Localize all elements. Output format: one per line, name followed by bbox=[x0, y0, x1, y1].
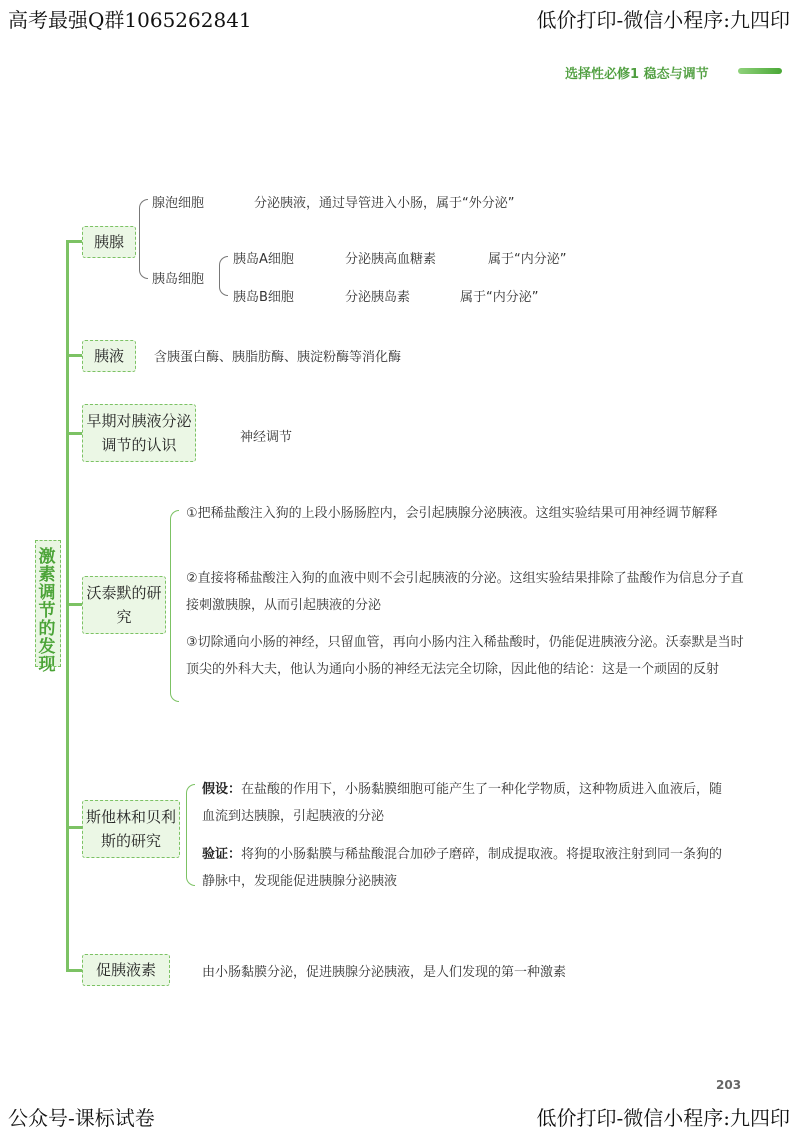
tree-trunk bbox=[66, 240, 69, 972]
node-pancreas: 胰腺 bbox=[82, 226, 136, 258]
starling-hypothesis bbox=[202, 776, 734, 830]
islet-b-cell: 胰岛B细胞 bbox=[233, 290, 294, 305]
watermark-bottom-right: 低价打印-微信小程序:九四印 bbox=[536, 1106, 790, 1130]
chapter-header-bar bbox=[738, 68, 782, 74]
connector bbox=[66, 354, 82, 357]
brace bbox=[170, 510, 179, 702]
node-early-understanding: 早期对胰液分泌调节的认识 bbox=[82, 404, 196, 462]
pancreatic-juice-desc: 含胰蛋白酶、胰脂肪酶、胰淀粉酶等消化酶 bbox=[154, 350, 402, 365]
woltmer-item-3: ③切除通向小肠的神经，只留血管，再向小肠内注入稀盐酸时，仍能促进胰液分泌。沃泰默是当时顶尖的外科大夫，他认为通向小肠的神经无法完全切除，因此他的结论：这是一个顽固的反射 bbox=[186, 635, 744, 677]
woltmer-item-2: ②直接将稀盐酸注入狗的血液中则不会引起胰液的分泌。这组实验结果排除了盐酸作为信息分子直接刺激胰腺，从而引起胰液的分泌 bbox=[186, 571, 744, 613]
islet-a-secretion: 分泌胰高血糖素 bbox=[345, 252, 437, 267]
hypothesis-label: 假设： bbox=[202, 782, 242, 797]
acinar-cell-label: 腺泡细胞 bbox=[152, 196, 205, 211]
main-title: 激素调节的发现 bbox=[38, 547, 56, 675]
chapter-header: 选择性必修1 稳态与调节 bbox=[565, 67, 709, 82]
islet-a-cell: 胰岛A细胞 bbox=[233, 252, 294, 267]
islet-b-secretion: 分泌胰岛素 bbox=[345, 290, 411, 305]
secretin-desc: 由小肠黏膜分泌，促进胰腺分泌胰液，是人们发现的第一种激素 bbox=[202, 965, 567, 980]
node-bayliss-woltmer-research: 沃泰默的研究 bbox=[82, 576, 166, 634]
node-secretin: 促胰液素 bbox=[82, 954, 170, 986]
brace bbox=[186, 784, 195, 886]
verification-label: 验证： bbox=[202, 847, 242, 862]
early-understanding-desc: 神经调节 bbox=[240, 430, 293, 445]
connector bbox=[66, 826, 82, 829]
connector bbox=[66, 969, 82, 972]
node-pancreatic-juice: 胰液 bbox=[82, 340, 136, 372]
watermark-bottom-left: 公众号-课标试卷 bbox=[8, 1106, 155, 1130]
page-number: 203 bbox=[716, 1078, 742, 1092]
islet-b-type: 属于“内分泌” bbox=[460, 290, 539, 305]
islet-cell-label: 胰岛细胞 bbox=[152, 272, 205, 287]
acinar-cell-desc: 分泌胰液，通过导管进入小肠，属于“外分泌” bbox=[254, 196, 515, 211]
starling-verification bbox=[202, 841, 734, 895]
connector bbox=[66, 432, 82, 435]
woltmer-item-1: ①把稀盐酸注入狗的上段小肠肠腔内，会引起胰腺分泌胰液。这组实验结果可用神经调节解释 bbox=[186, 506, 718, 521]
islet-a-type: 属于“内分泌” bbox=[488, 252, 567, 267]
watermark-top-right: 低价打印-微信小程序:九四印 bbox=[536, 8, 790, 32]
hypothesis-text: 在盐酸的作用下，小肠黏膜细胞可能产生了一种化学物质，这种物质进入血液后，随血流到达胰腺，引起胰液的分泌 bbox=[202, 782, 723, 824]
connector bbox=[66, 240, 82, 243]
node-starling-bayliss-research: 斯他林和贝利斯的研究 bbox=[82, 800, 180, 858]
verification-text: 将狗的小肠黏膜与稀盐酸混合加砂子磨碎，制成提取液。将提取液注射到同一条狗的静脉中，发现能促进胰腺分泌胰液 bbox=[202, 847, 723, 889]
brace bbox=[139, 199, 148, 279]
watermark-top-left: 高考最强Q群1065262841 bbox=[8, 8, 252, 32]
brace bbox=[219, 256, 228, 296]
connector bbox=[66, 603, 82, 606]
